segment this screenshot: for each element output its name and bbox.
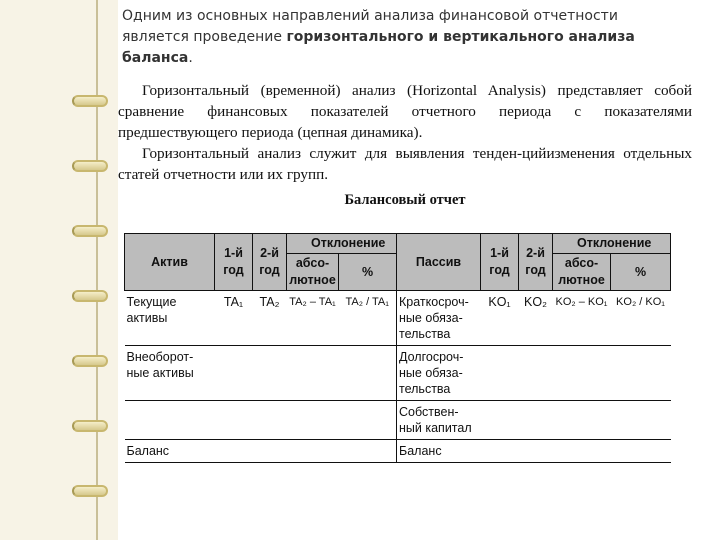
- header-liability-absolute: абсо-лютное: [553, 254, 611, 291]
- header-asset-year1: 1-й год: [215, 234, 253, 291]
- paragraph-horizontal-purpose: Горизонтальный анализ служит для выявления тенден-цийизменения отдельных статей отчетности или их групп.: [118, 145, 692, 183]
- binder-ring: [72, 225, 108, 237]
- header-asset-year2: 2-й год: [253, 234, 287, 291]
- cell-asset-percent: TA₂ / TA₁: [339, 291, 397, 346]
- body-text: [118, 80, 692, 185]
- table-row: [125, 401, 671, 440]
- row-liability-total: Баланс: [397, 440, 481, 463]
- table-caption: Балансовый отчет: [344, 192, 466, 208]
- binder-ring: [72, 95, 108, 107]
- header-liability-year2: 2-й год: [519, 234, 553, 291]
- binder-ring: [72, 485, 108, 497]
- header-row-1: [125, 234, 671, 254]
- intro-text: [122, 6, 682, 69]
- header-asset: Актив: [125, 234, 215, 291]
- paragraph-horizontal-definition: Горизонтальный (временной) анализ (Horizontal Analysis) представляет собой сравнение финансовых показателей отчетного периода с показателями предшествующего периода (цепная динамика).: [118, 82, 692, 141]
- cell-asset-year2: TA₂: [253, 291, 287, 346]
- row-asset-label: Внеоборот-ные активы: [125, 346, 215, 401]
- header-liability-percent: %: [611, 254, 671, 291]
- cell-liability-year1: KO₁: [481, 291, 519, 346]
- table-row: [125, 291, 671, 346]
- cell-liability-year2: KO₂: [519, 291, 553, 346]
- binder-ring: [72, 420, 108, 432]
- header-liability: Пассив: [397, 234, 481, 291]
- row-liability-label: Долгосроч-ные обяза-тельства: [397, 346, 481, 401]
- binder-margin-line: [96, 0, 98, 540]
- balance-sheet-table: [124, 233, 671, 463]
- intro-bold-end: баланса: [122, 50, 189, 66]
- cell-liability-absolute: KO₂ – KO₁: [553, 291, 611, 346]
- table-row: [125, 440, 671, 463]
- cell-asset-absolute: TA₂ – TA₁: [287, 291, 339, 346]
- cell-asset-year1: TA₁: [215, 291, 253, 346]
- header-liability-deviation: Отклонение: [553, 234, 671, 254]
- binder-spine: [0, 0, 118, 540]
- row-asset-label: [125, 401, 215, 440]
- intro-line-1: Одним из основных направлений анализа финансовой отчетности: [122, 8, 618, 24]
- header-asset-absolute: абсо-лютное: [287, 254, 339, 291]
- intro-period: .: [188, 50, 193, 66]
- table-row: [125, 346, 671, 401]
- intro-plain: является проведение: [122, 29, 287, 45]
- intro-line-2: [122, 27, 682, 48]
- header-asset-deviation: Отклонение: [287, 234, 397, 254]
- intro-line-3: [122, 48, 682, 69]
- row-liability-label: Собствен-ный капитал: [397, 401, 481, 440]
- header-liability-year1: 1-й год: [481, 234, 519, 291]
- row-liability-label: Краткосроч-ные обяза-тельства: [397, 291, 481, 346]
- binder-ring: [72, 160, 108, 172]
- binder-ring: [72, 355, 108, 367]
- header-asset-percent: %: [339, 254, 397, 291]
- row-asset-label: Текущие активы: [125, 291, 215, 346]
- binder-ring: [72, 290, 108, 302]
- row-asset-total: Баланс: [125, 440, 215, 463]
- cell-liability-percent: KO₂ / KO₁: [611, 291, 671, 346]
- intro-bold: горизонтального и вертикального анализа: [286, 29, 635, 45]
